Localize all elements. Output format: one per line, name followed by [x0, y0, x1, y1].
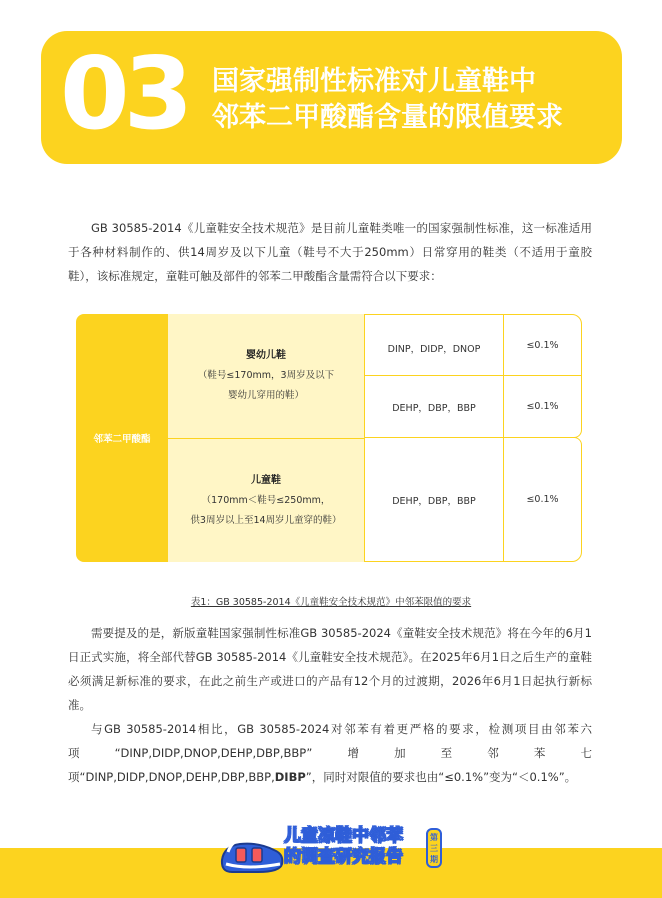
section-title [212, 64, 612, 136]
issue-badge: 第三期 [426, 828, 442, 868]
table-cell-items: DEHP，DBP，BBP [364, 375, 504, 438]
table-cell-items: DINP，DIDP，DNOP [364, 314, 504, 376]
section-title-line1: 国家强制性标准对儿童鞋中 [212, 66, 536, 97]
footer-title [284, 826, 434, 868]
intro-text: GB 30585-2014《儿童鞋安全技术规范》是目前儿童鞋类唯一的国家强制性标准，这一标准适用于各种材料制作的、供14周岁及以下儿童（鞋号不大于250mm）日常穿用的鞋类（不适用于童胶鞋），该标准规定，童鞋可触及部件的邻苯二甲酸酯含量需符合以下要求： [68, 221, 592, 283]
group-desc-line2: 婴幼儿穿用的鞋） [227, 390, 304, 401]
footer-logo [218, 824, 444, 894]
section-number: 03 [60, 35, 188, 152]
note-paragraph-1: 需要提及的是，新版童鞋国家强制性标准GB 30585-2024《童鞋安全技术规范》将在今年的6月1日正式实施，将全部代替GB 30585-2014《儿童鞋安全技术规范》。在2025年6月1日之后生产的童鞋必须满足新标准的要求，在此之前生产或进口的产品有12个月的过渡期，2026年6月1日起执行新标准。 [68, 626, 592, 712]
note-p2-text-a: 与GB 30585-2014相比，GB 30585-2024对邻苯有着更严格的要求，检测项目由邻苯六项“DINP,DIDP,DNOP,DEHP,DBP,BBP”增加至邻苯七项“DINP,DIDP,DNOP,DEHP,DBP,BBP, [68, 722, 592, 784]
table-cell-limit: ≤0.1% [503, 375, 582, 438]
group-name: 婴幼儿鞋 [246, 350, 286, 361]
phthalate-limits-table [76, 314, 582, 562]
group-cell-children [168, 438, 364, 562]
group-desc-line1: （170mm＜鞋号≤250mm， [201, 494, 331, 506]
group-name: 儿童鞋 [251, 474, 281, 486]
table-caption [0, 594, 662, 608]
table-cell-limit: ≤0.1% [503, 314, 582, 376]
intro-paragraph [68, 216, 592, 288]
table-cell-limit: ≤0.1% [503, 437, 582, 562]
note-paragraphs [68, 621, 592, 789]
note-p2-text-b: ”，同时对限值的要求也由“≤0.1%”变为“＜0.1%”。 [305, 770, 577, 784]
note-p2-bold: DIBP [274, 770, 306, 784]
sandal-icon [218, 824, 288, 880]
table-caption-text: 表1：GB 30585-2014《儿童鞋安全技术规范》中邻苯限值的要求 [190, 597, 472, 608]
footer-title-line1: 儿童凉鞋中邻苯 [284, 826, 403, 846]
table-cell-items: DEHP，DBP，BBP [364, 437, 504, 562]
note-paragraph-2 [68, 717, 592, 789]
group-desc-line2: 供3周岁以上至14周岁儿童穿的鞋） [190, 514, 342, 526]
section-title-line2: 邻苯二甲酸酯含量的限值要求 [212, 102, 563, 133]
group-cell-infant [168, 314, 364, 438]
footer-title-line2: 的调查研究报告 [284, 847, 403, 867]
group-desc-line1: （鞋号≤170mm，3周岁及以下 [197, 370, 335, 381]
substance-cell: 邻苯二甲酸酯 [76, 314, 168, 562]
